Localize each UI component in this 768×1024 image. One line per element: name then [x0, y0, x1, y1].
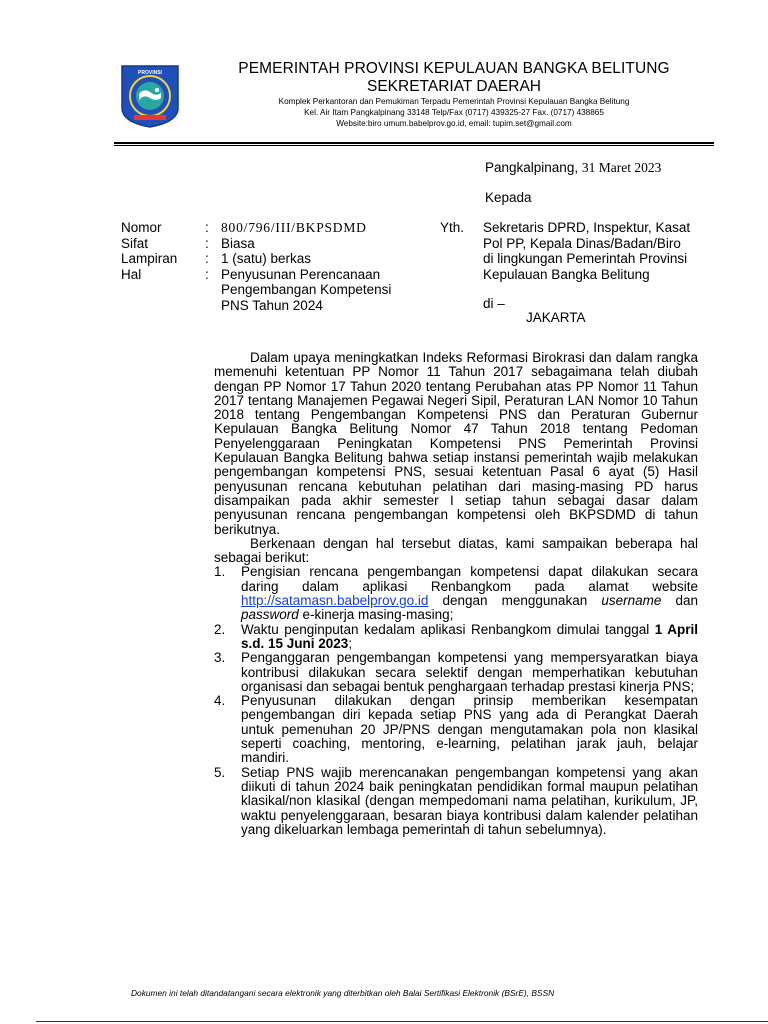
letterhead: [200, 60, 708, 129]
letterhead-divider: [114, 142, 714, 144]
list-item: [214, 694, 698, 765]
lampiran-label: Lampiran: [121, 251, 178, 266]
letterhead-address-1: Komplek Perkantoran dan Pemukiman Terpadu Pemerintah Provinsi Kepulauan Bangka Belitung: [278, 97, 630, 106]
sifat-value: Biasa: [221, 235, 255, 251]
recipient: [483, 220, 723, 282]
recipient-line-4: Kepulauan Bangka Belitung: [483, 266, 650, 282]
letterhead-divider-thin: [114, 145, 714, 146]
item-text: Waktu penginputan kedalam aplikasi Renbangkom dimulai tanggal 1 April s.d. 15 Juni 2023;: [241, 621, 698, 651]
colon: :: [205, 235, 209, 251]
letterhead-title: PEMERINTAH PROVINSI KEPULAUAN BANGKA BELITUNG: [238, 60, 670, 77]
place: Pangkalpinang,: [485, 160, 579, 175]
item-text: Penyusunan dilakukan dengan prinsip memberikan kesempatan pengembangan diri kepada setiap PNS yang ada di Perangkat Daerah untuk pemenuhan 20 JP/PNS dengan mengutamakan pola non klasikal seperti coaching, mentoring, e-learning, pelatihan jarak jauh, belajar mandiri.: [241, 693, 698, 766]
hal-value-1: Penyusunan Perencanaan: [221, 266, 381, 282]
item-number: 2.: [214, 621, 226, 637]
province-logo: [120, 64, 180, 128]
item-number: 1.: [214, 564, 226, 580]
hal-label: Hal: [121, 266, 142, 282]
letterhead-address-2: Kel. Air Itam Pangkalpinang 33148 Telp/Fax (0717) 439325-27 Fax. (0717) 438865: [304, 108, 604, 117]
points-list: [214, 565, 698, 837]
list-item: [214, 565, 698, 622]
page-bottom-rule: [36, 1021, 768, 1022]
list-item: [214, 651, 698, 694]
logo-text: PROVINSI: [138, 70, 162, 76]
recipient-line-1: Sekretaris DPRD, Inspektur, Kasat: [483, 220, 691, 235]
paragraph-2: Berkenaan dengan hal tersebut diatas, kami sampaikan beberapa hal sebagai berikut:: [214, 535, 698, 566]
lampiran-value: 1 (satu) berkas: [221, 251, 312, 266]
letterhead-subtitle: SEKRETARIAT DAERAH: [367, 78, 541, 95]
hal-value-3: PNS Tahun 2024: [221, 297, 323, 313]
item-text: Pengisian rencana pengembangan kompetensi dapat dilakukan secara daring dalam aplikasi Renbangkom pada alamat website http://satamasn.babelprov.go.id dengan menggunakan username dan password e-kinerja masing-masing;: [241, 564, 698, 623]
item-number: 3.: [214, 650, 226, 666]
esign-footer: Dokumen ini telah ditandatangani secara elektronik yang diterbitkan oleh Balai Sertifikasi Elektronik (BSrE), BSSN: [131, 988, 555, 998]
website-link[interactable]: http://satamasn.babelprov.go.id: [241, 593, 429, 609]
letter-date: 31 Maret 2023: [581, 160, 662, 175]
recipient-line-2: Pol PP, Kepala Dinas/Badan/Biro: [483, 235, 681, 251]
sifat-label: Sifat: [121, 235, 149, 251]
colon: :: [205, 251, 209, 266]
nomor-value: 800/796/III/BKPSDMD: [221, 220, 367, 235]
recipient-line-3: di lingkungan Pemerintah Provinsi: [483, 251, 688, 266]
item-text: Penganggaran pengembangan kompetensi yang mempersyaratkan biaya kontribusi dilakukan secara selektif dengan memperhatikan kebutuhan organisasi dan sebagai bentuk penghargaan terhadap prestasi kinerja PNS;: [241, 650, 698, 694]
kepada-label: Kepada: [485, 190, 532, 205]
list-item: [214, 766, 698, 837]
yth-label: Yth.: [440, 220, 465, 235]
recipient-city: JAKARTA: [526, 310, 586, 325]
item-text: Setiap PNS wajib merencanakan pengembangan kompetensi yang akan diikuti di tahun 2024 baik peningkatan pendidikan formal maupun pelatihan klasikal/non klasikal (dengan mempedomani nama pelatihan, kurikulum, JP, waktu penyelenggaraan, besaran biaya kontribusi dalam kalender pelatihan yang dikeluarkan lembaga pemerintah di tahun sebelumnya).: [241, 764, 698, 837]
di-label: di –: [483, 296, 505, 311]
colon: :: [205, 266, 209, 282]
item-number: 5.: [214, 764, 226, 780]
letterhead-address-3: Website:biro umum.babelprov.go.id, email: tupim.set@gmail.com: [336, 119, 572, 128]
letter-meta: [121, 220, 431, 313]
paragraph-1: Dalam upaya meningkatkan Indeks Reformasi Birokrasi dan dalam rangka memenuhi ketentuan PP Nomor 11 Tahun 2017 sebagaimana telah diubah dengan PP Nomor 17 Tahun 2020 tentang Perubahan atas PP Nomor 11 Tahun 2017 tentang Manajemen Pegawai Negeri Sipil, Peraturan LAN Nomor 10 Tahun 2018 tentang Pengembangan Kompetensi PNS dan Peraturan Gubernur Kepulauan Bangka Belitung Nomor 47 Tahun 2018 tentang Pedoman Penyelenggaraan Peningkatan Kompetensi PNS Pemerintah Provinsi Kepulauan Bangka Belitung bahwa setiap instansi pemerintah wajib melakukan pengembangan kompetensi PNS, sesuai ketentuan Pasal 6 ayat (5) Hasil penyusunan rencana kebutuhan pelatihan dari masing-masing PD harus disampaikan pada akhir semester I setiap tahun sebagai dasar dalam penyusunan rencana pengembangan kompetensi oleh BKPSDMD di tahun berikutnya.: [214, 350, 698, 537]
item-number: 4.: [214, 693, 226, 709]
list-item: [214, 623, 698, 652]
place-date: [485, 160, 661, 176]
nomor-label: Nomor: [121, 220, 162, 235]
colon: :: [205, 220, 209, 235]
hal-value-2: Pengembangan Kompetensi: [221, 282, 392, 297]
letter-body: [214, 351, 698, 837]
